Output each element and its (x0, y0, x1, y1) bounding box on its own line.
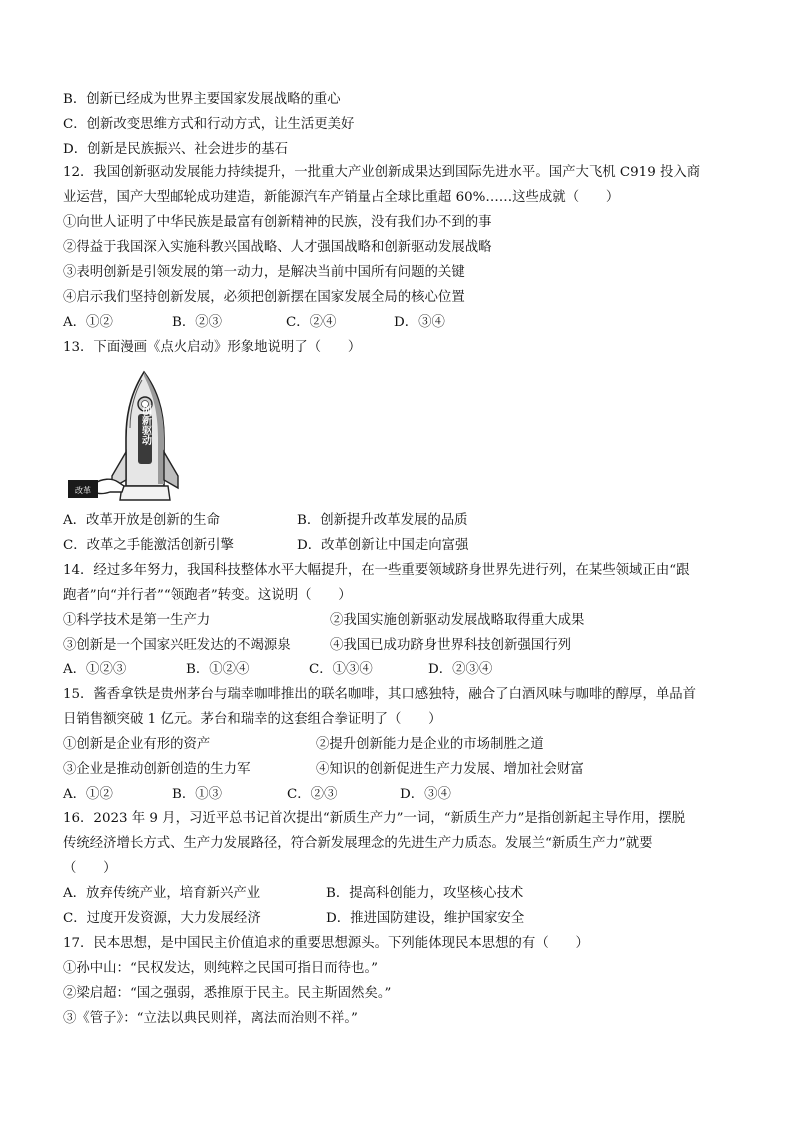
q15-stem-line1: 15．酱香拿铁是贵州茅台与瑞幸咖啡推出的联名咖啡，其口感独特，融合了白酒风味与咖啡的醇厚，单品首 (63, 687, 697, 702)
q12-statement-1: ①向世人证明了中华民族是最富有创新精神的民族，没有我们办不到的事 (63, 215, 492, 230)
rocket-text: 创新驱动 (139, 405, 151, 445)
q14-statement-4: ④我国已成功跻身世界科技创新强国行列 (330, 638, 572, 653)
q14-statement-2: ②我国实施创新驱动发展战略取得重大成果 (330, 613, 585, 628)
q15-option-a: A．①② (63, 787, 113, 802)
q15-statement-4: ④知识的创新促进生产力发展、增加社会财富 (316, 762, 584, 777)
q16-stem-line2: 传统经济增长方式、生产力发展路径，符合新发展理念的先进生产力质态。发展兰“新质生产力”就要 (63, 836, 653, 851)
q16-option-b: B．提高科创能力，攻坚核心技术 (326, 886, 524, 901)
q16-stem-line1: 16．2023 年 9 月，习近平总书记首次提出“新质生产力”一词，“新质生产力”是指创新起主导作用，摆脱 (63, 811, 686, 826)
rocket-base (120, 486, 170, 500)
q12-stem-line2: 业运营，国产大型邮轮成功建造，新能源汽车产销量占全球比重超 60%……这些成就（ ） (63, 190, 620, 205)
q13-option-a: A．改革开放是创新的生命 (63, 513, 220, 528)
q12-statement-4: ④启示我们坚持创新发展，必须把创新摆在国家发展全局的核心位置 (63, 290, 465, 305)
q15-statement-3: ③企业是推动创新创造的生力军 (63, 762, 251, 777)
q12-option-c: C．②④ (286, 315, 337, 330)
q14-option-a: A．①②③ (63, 662, 127, 677)
q17-stem: 17．民本思想，是中国民主价值追求的重要思想源头。下列能体现民本思想的有（ ） (63, 936, 589, 951)
q14-option-c: C．①③④ (309, 662, 373, 677)
q12-option-d: D．③④ (394, 315, 445, 330)
q14-statement-1: ①科学技术是第一生产力 (63, 613, 211, 628)
q15-option-d: D．③④ (400, 787, 451, 802)
q11-option-c: C．创新改变思维方式和行动方式，让生活更美好 (63, 117, 355, 132)
q13-stem: 13．下面漫画《点火启动》形象地说明了（ ） (63, 340, 362, 355)
q11-option-d: D．创新是民族振兴、社会进步的基石 (63, 142, 288, 157)
q13-option-d: D．改革创新让中国走向富强 (297, 538, 469, 553)
q17-statement-3: ③《管子》：“立法以典民则祥，离法而治则不祥。” (63, 1011, 358, 1026)
q15-statement-1: ①创新是企业有形的资产 (63, 737, 211, 752)
q12-option-a: A．①② (63, 315, 113, 330)
q12-option-b: B．②③ (172, 315, 223, 330)
q16-option-d: D．推进国防建设，维护国家安全 (326, 911, 525, 926)
cartoon-ignition (64, 368, 204, 502)
q15-stem-line2: 日销售额突破 1 亿元。茅台和瑞幸的这套组合拳证明了（ ） (63, 712, 442, 727)
q13-option-c: C．改革之手能激活创新引擎 (63, 538, 234, 553)
q16-stem-line3: （ ） (63, 861, 117, 876)
q11-option-b: B．创新已经成为世界主要国家发展战略的重心 (63, 92, 341, 107)
q17-statement-2: ②梁启超：“国之强弱，悉推原于民主。民主斯固然矣。” (63, 986, 392, 1001)
q14-option-b: B．①②④ (186, 662, 250, 677)
q16-option-a: A．放弃传统产业，培育新兴产业 (63, 886, 261, 901)
q14-stem-line2: 跑者”向“并行者”“领跑者”转变。这说明（ ） (63, 588, 352, 603)
q15-option-b: B．①③ (172, 787, 223, 802)
q16-option-c: C．过度开发资源，大力发展经济 (63, 911, 261, 926)
box-text: 改革 (75, 486, 91, 495)
q12-statement-2: ②得益于我国深入实施科教兴国战略、人才强国战略和创新驱动发展战略 (63, 240, 492, 255)
q15-statement-2: ②提升创新能力是企业的市场制胜之道 (316, 737, 544, 752)
q14-stem-line1: 14．经过多年努力，我国科技整体水平大幅提升，在一些重要领域跻身世界先进行列，在某些领域正由“跟 (63, 563, 690, 578)
q17-statement-1: ①孙中山：“民权发达，则纯粹之民国可指日而待也。” (63, 961, 378, 976)
q12-statement-3: ③表明创新是引领发展的第一动力，是解决当前中国所有问题的关键 (63, 265, 465, 280)
q13-option-b: B．创新提升改革发展的品质 (297, 513, 468, 528)
q14-statement-3: ③创新是一个国家兴旺发达的不竭源泉 (63, 638, 291, 653)
q14-option-d: D．②③④ (428, 662, 493, 677)
q15-option-c: C．②③ (287, 787, 338, 802)
q12-stem-line1: 12．我国创新驱动发展能力持续提升，一批重大产业创新成果达到国际先进水平。国产大飞机 C919 投入商 (63, 165, 701, 180)
